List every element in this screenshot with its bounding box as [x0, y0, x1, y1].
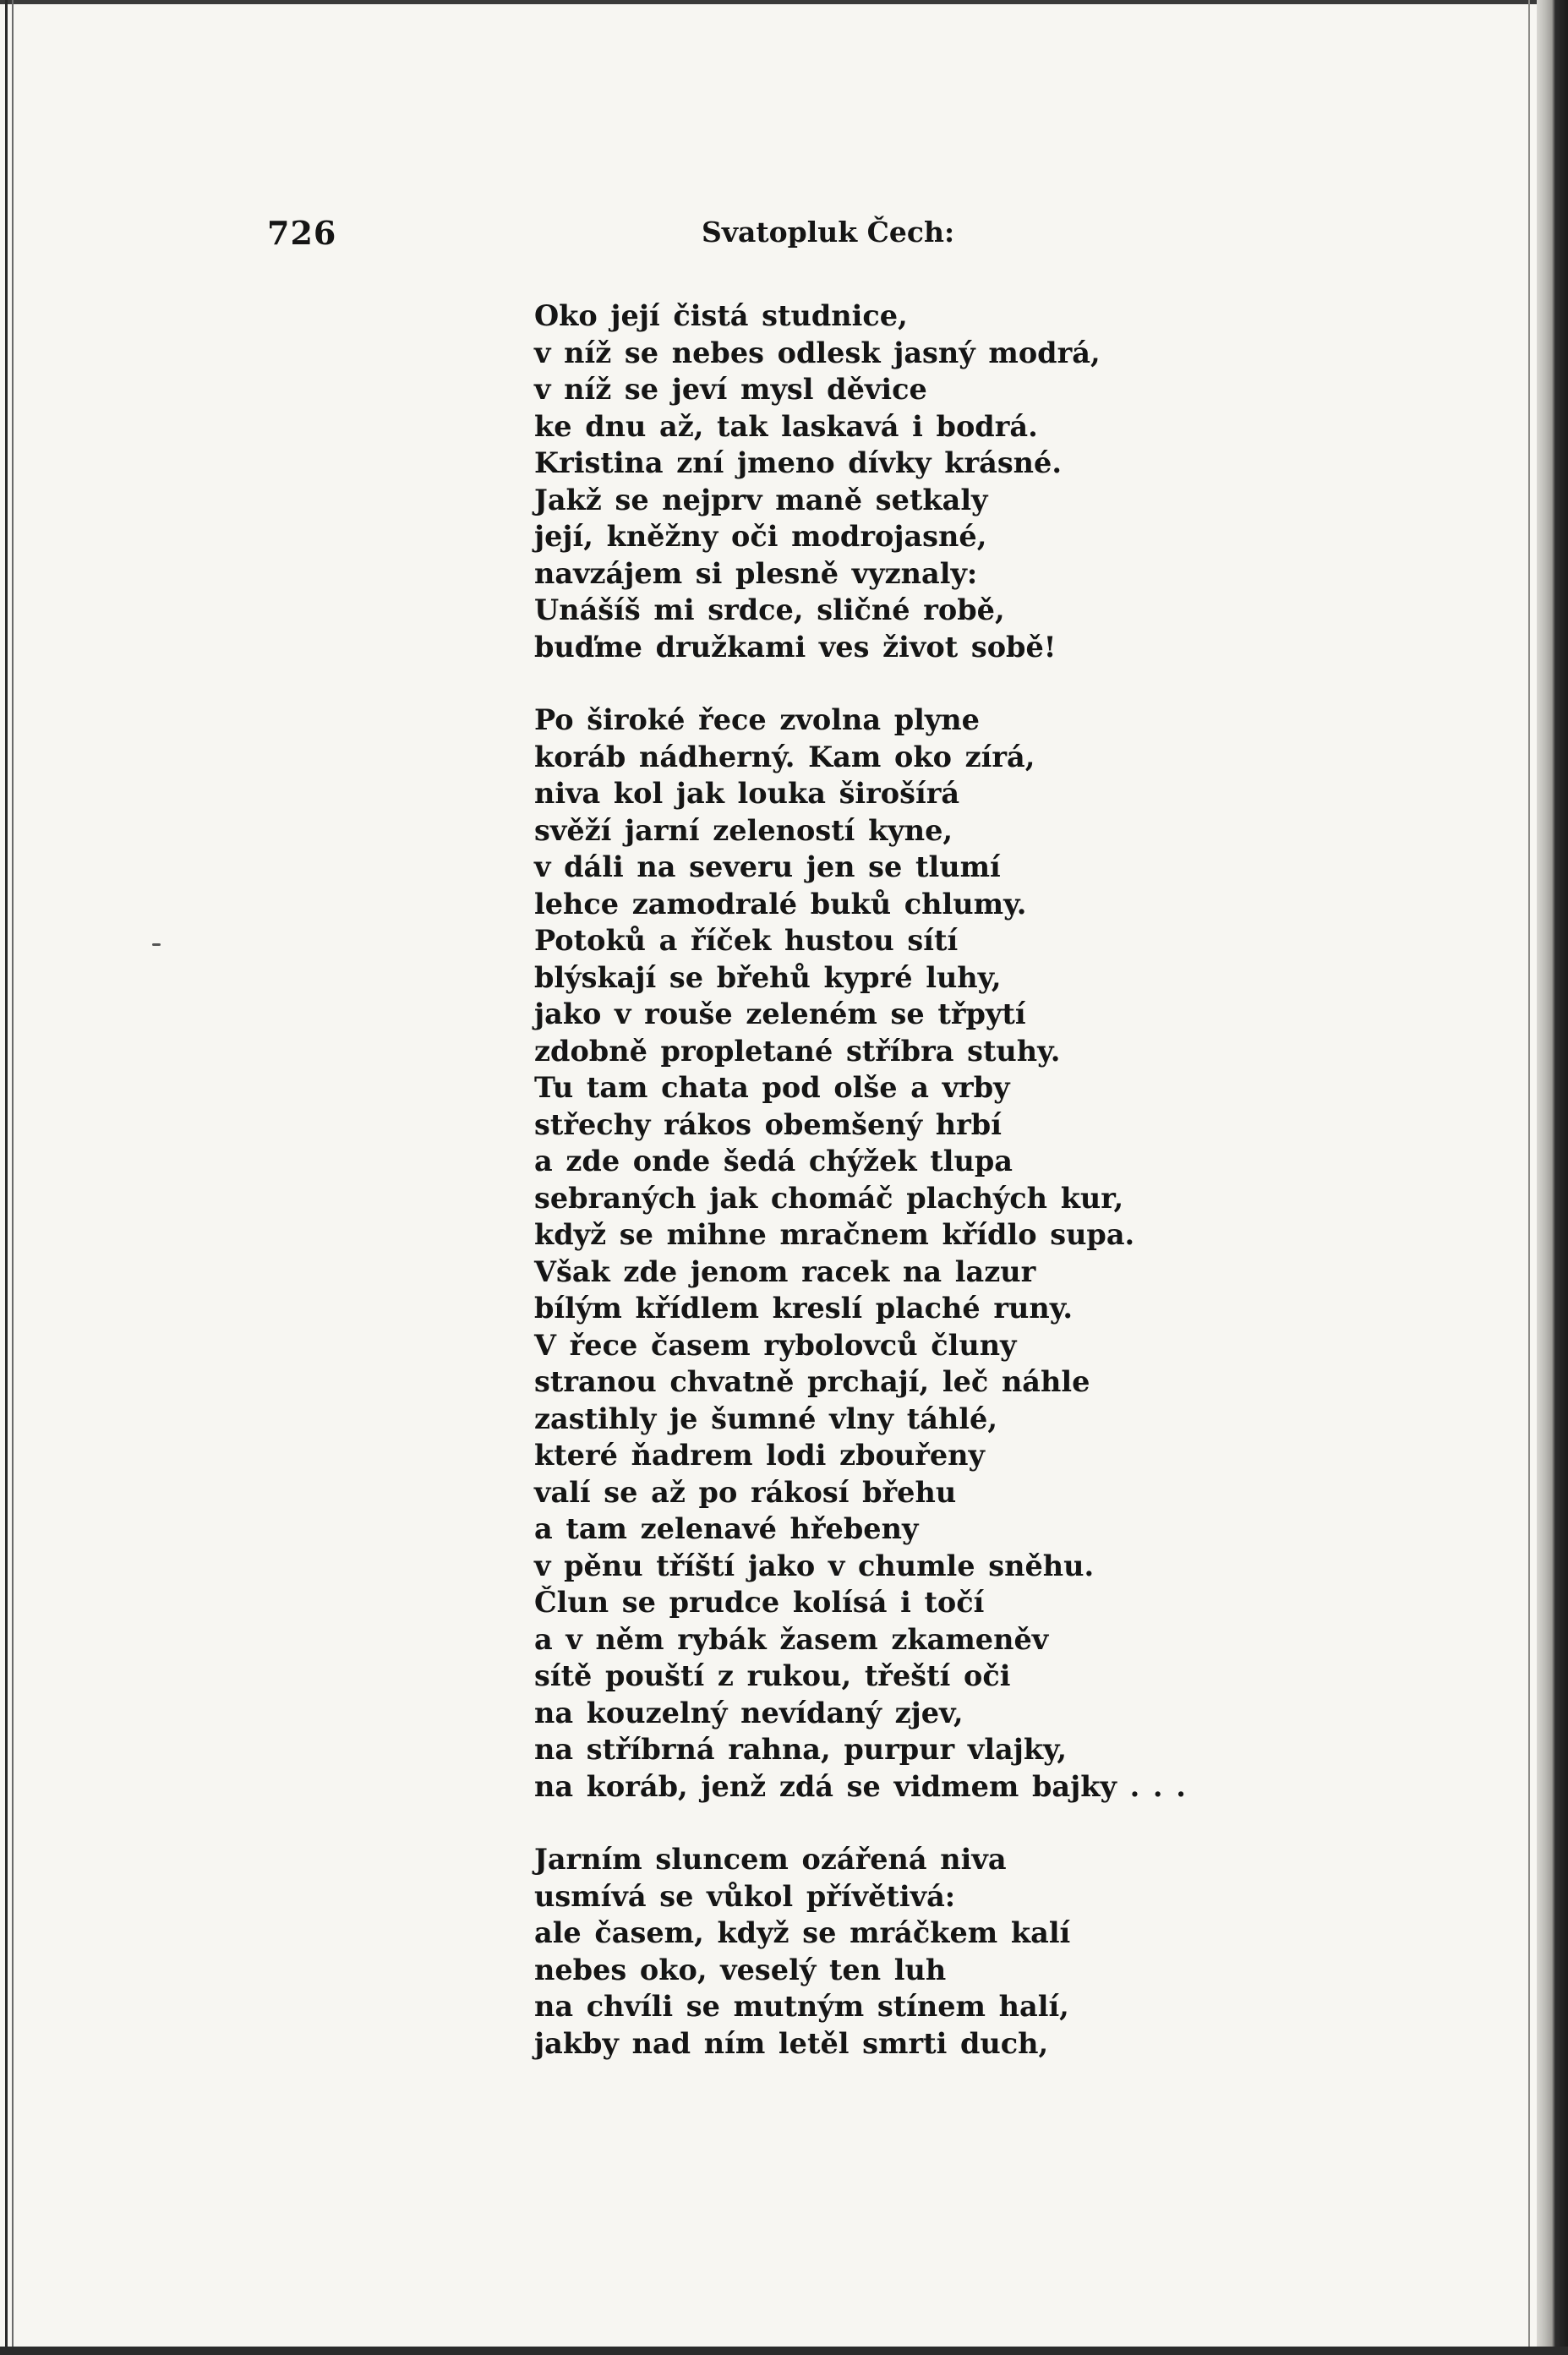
- verse-line: Unášíš mi srdce, sličné robě,: [534, 593, 1005, 626]
- verse-line: na koráb, jenž zdá se vidmem bajky . . .: [534, 1769, 1186, 1803]
- page-bottom-edge: [0, 2347, 1568, 2355]
- page-header: [0, 214, 1568, 256]
- verse-line: zastihly je šumné vlny táhlé,: [534, 1402, 998, 1435]
- verse-line: v níž se nebes odlesk jasný modrá,: [534, 336, 1101, 369]
- page-right-edge: [1537, 0, 1568, 2355]
- verse-line: valí se až po rákosí břehu: [534, 1475, 957, 1509]
- verse-line: a tam zelenavé hřebeny: [534, 1512, 919, 1545]
- page-left-edge: [5, 0, 8, 2355]
- verse-line: Oko její čistá studnice,: [534, 299, 908, 332]
- verse-line: sítě pouští z rukou, třeští oči: [534, 1659, 1011, 1692]
- poem-body: [534, 298, 1464, 2062]
- page-left-edge-inner: [12, 0, 14, 2355]
- running-head: Svatopluk Čech:: [702, 216, 955, 249]
- verse-line: V řece časem rybolovců čluny: [534, 1328, 1017, 1362]
- verse-line: v níž se jeví mysl děvice: [534, 373, 927, 406]
- stanza: [534, 702, 1464, 1805]
- verse-line: zdobně propletané stříbra stuhy.: [534, 1034, 1061, 1068]
- verse-line: Tu tam chata pod olše a vrby: [534, 1071, 1010, 1104]
- verse-line: na stříbrná rahna, purpur vlajky,: [534, 1733, 1068, 1766]
- verse-line: na kouzelný nevídaný zjev,: [534, 1696, 964, 1729]
- verse-line: v pěnu tříští jako v chumle sněhu.: [534, 1549, 1095, 1582]
- verse-line: nebes oko, veselý ten luh: [534, 1953, 947, 1986]
- verse-line: její, kněžny oči modrojasné,: [534, 520, 987, 553]
- page-top-edge: [0, 0, 1568, 4]
- verse-line: ke dnu až, tak laskavá i bodrá.: [534, 409, 1038, 443]
- verse-line: a v něm rybák žasem zkameněv: [534, 1622, 1049, 1656]
- verse-line: jakby nad ním letěl smrti duch,: [534, 2026, 1049, 2060]
- verse-line: střechy rákos obemšený hrbí: [534, 1107, 1002, 1141]
- verse-line: jako v rouše zeleném se třpytí: [534, 997, 1026, 1030]
- verse-line: navzájem si plesně vyznaly:: [534, 556, 978, 590]
- verse-line: ale časem, když se mráčkem kalí: [534, 1916, 1071, 1949]
- verse-line: Kristina zní jmeno dívky krásné.: [534, 446, 1063, 479]
- verse-line: bílým křídlem kreslí plaché runy.: [534, 1292, 1073, 1325]
- verse-line: koráb nádherný. Kam oko zírá,: [534, 740, 1035, 773]
- verse-line: lehce zamodralé buků chlumy.: [534, 887, 1027, 921]
- stanza: [534, 1841, 1464, 2062]
- scan-speck: [152, 943, 161, 946]
- verse-line: a zde onde šedá chýžek tlupa: [534, 1145, 1013, 1178]
- verse-line: které ňadrem lodi zbouřeny: [534, 1439, 986, 1472]
- verse-line: Člun se prudce kolísá i točí: [534, 1586, 985, 1619]
- verse-line: svěží jarní zeleností kyne,: [534, 813, 953, 847]
- verse-line: Však zde jenom racek na lazur: [534, 1254, 1036, 1288]
- verse-line: Jakž se nejprv maně setkaly: [534, 483, 988, 516]
- verse-line: niva kol jak louka širošírá: [534, 777, 960, 810]
- verse-line: blýskají se břehů kypré luhy,: [534, 960, 1002, 994]
- verse-line: usmívá se vůkol přívětivá:: [534, 1879, 956, 1913]
- verse-line: když se mihne mračnem křídlo supa.: [534, 1218, 1135, 1251]
- page-right-edge-line: [1528, 0, 1530, 2355]
- verse-line: na chvíli se mutným stínem halí,: [534, 1990, 1069, 2023]
- verse-line: Jarním sluncem ozářená niva: [534, 1843, 1007, 1876]
- verse-line: sebraných jak chomáč plachých kur,: [534, 1181, 1124, 1215]
- stanza: [534, 298, 1464, 665]
- verse-line: Po široké řece zvolna plyne: [534, 703, 980, 736]
- verse-line: stranou chvatně prchají, leč náhle: [534, 1365, 1090, 1398]
- verse-line: v dáli na severu jen se tlumí: [534, 850, 1001, 883]
- verse-line: buďme družkami ves život sobě!: [534, 630, 1057, 664]
- page-number: 726: [267, 214, 337, 252]
- verse-line: Potoků a říček hustou sítí: [534, 924, 959, 957]
